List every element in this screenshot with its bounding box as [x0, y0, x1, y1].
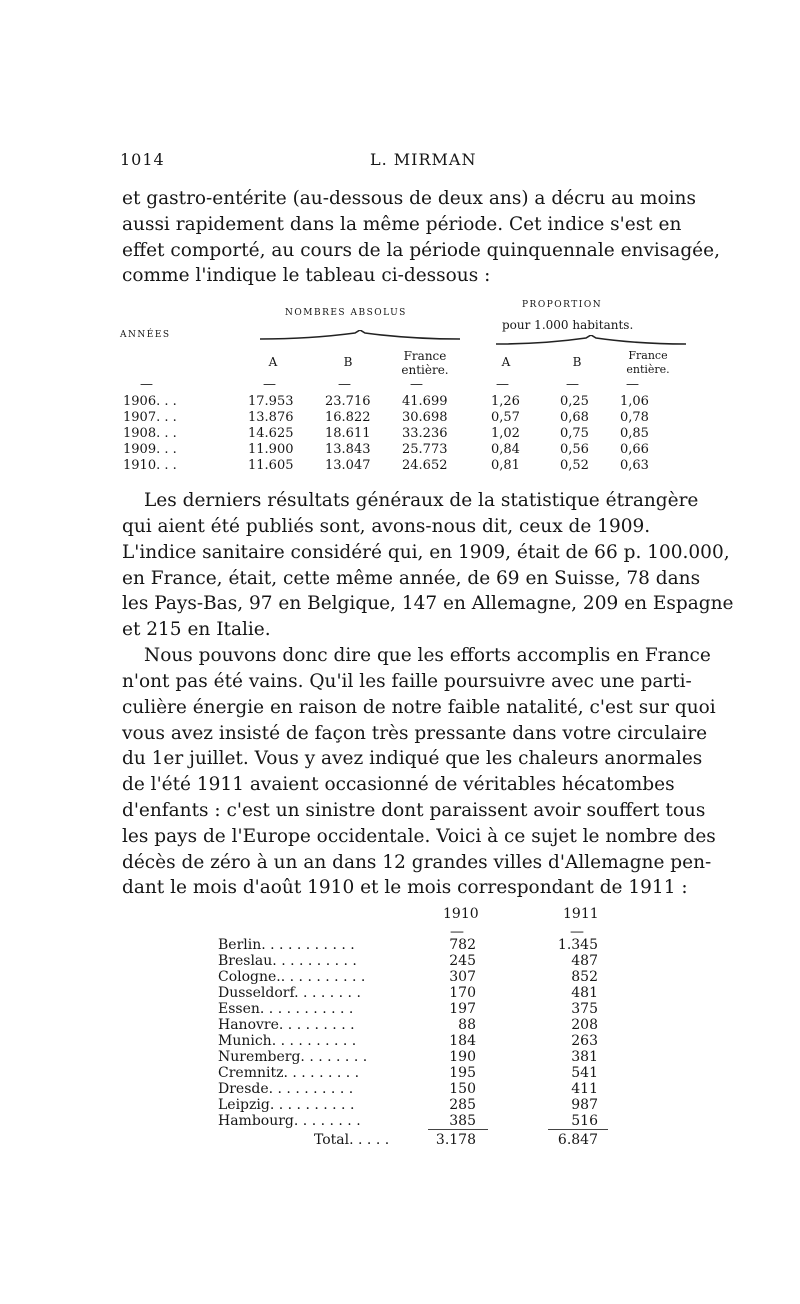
table-row: [218, 953, 618, 969]
value-1910: 150: [449, 1081, 476, 1097]
dash: —: [570, 924, 584, 940]
pa-cell: 1,26: [491, 394, 520, 409]
value-1911: 381: [571, 1049, 598, 1065]
value-1910: 88: [458, 1017, 476, 1033]
city-cell: Breslau. . . . . . . . . .: [218, 953, 357, 969]
value-1911: 481: [571, 985, 598, 1001]
value-1911: 375: [571, 1001, 598, 1017]
text-line: les pays de l'Europe occidentale. Voici à ce sujet le nombre des: [122, 825, 716, 847]
city-cell: Dusseldorf. . . . . . . .: [218, 985, 361, 1001]
pf-cell: 0,63: [620, 458, 649, 473]
text-line: dant le mois d'août 1910 et le mois correspondant de 1911 :: [122, 877, 688, 899]
col-a2-header: A: [501, 355, 511, 369]
value-1911: 1.345: [557, 937, 598, 953]
dash: —: [338, 377, 351, 392]
table-row: [120, 458, 686, 474]
france-cell: 24.652: [402, 458, 448, 473]
b-cell: 13.843: [325, 442, 371, 457]
france-cell: 41.699: [402, 394, 448, 409]
total-1910: 3.178: [435, 1132, 476, 1148]
page-header: [120, 150, 680, 174]
years-caption: ANNÉES: [120, 330, 171, 340]
dash: —: [140, 377, 153, 392]
paragraph-3: [122, 643, 711, 669]
value-1911: 487: [571, 953, 598, 969]
text-line: culière énergie en raison de notre faible natalité, c'est sur quoi: [122, 696, 716, 718]
dash: —: [566, 377, 579, 392]
city-cell: Hambourg. . . . . . . .: [218, 1113, 361, 1129]
pb-cell: 0,75: [560, 426, 589, 441]
table-row: [218, 1033, 618, 1049]
year-cell: 1908. . .: [123, 426, 177, 441]
pf-cell: 0,78: [620, 410, 649, 425]
text-line: de l'été 1911 avaient occasionné de véritables hécatombes: [122, 774, 675, 796]
sum-rule-1910: [428, 1129, 488, 1130]
dash: —: [496, 377, 509, 392]
table-row: [218, 1017, 618, 1033]
text-line: et 215 en Italie.: [122, 619, 271, 641]
city-cell: Leipzig. . . . . . . . . .: [218, 1097, 355, 1113]
pf-cell: 0,85: [620, 426, 649, 441]
value-1911: 208: [571, 1017, 598, 1033]
value-1910: 170: [449, 985, 476, 1001]
dash: —: [450, 924, 464, 940]
value-1911: 987: [571, 1097, 598, 1113]
pb-cell: 0,56: [560, 442, 589, 457]
page-number: 1014: [120, 150, 165, 169]
city-cell: Essen. . . . . . . . . . .: [218, 1001, 354, 1017]
paragraph-3-body: [122, 669, 716, 901]
pf-cell: 1,06: [620, 394, 649, 409]
year-cell: 1906. . .: [123, 394, 177, 409]
text-line: effet comporté, au cours de la période quinquennale envisagée,: [122, 239, 720, 261]
table-row: [218, 1097, 618, 1113]
sum-rule-1911: [548, 1129, 608, 1130]
text-line: du 1er juillet. Vous y avez indiqué que les chaleurs anormales: [122, 748, 703, 770]
pf-cell: 0,66: [620, 442, 649, 457]
col-france2-line: entière.: [626, 363, 670, 376]
total-1911: 6.847: [557, 1132, 598, 1148]
dash: —: [263, 377, 276, 392]
dash: —: [410, 377, 423, 392]
table-row: [218, 1001, 618, 1017]
year-cell: 1909. . .: [123, 442, 177, 457]
value-1911: 263: [571, 1033, 598, 1049]
pa-cell: 1,02: [491, 426, 520, 441]
col-a-header: A: [268, 355, 278, 369]
b-cell: 23.716: [325, 394, 371, 409]
col-france-line: entière.: [401, 363, 449, 377]
value-1910: 195: [449, 1065, 476, 1081]
france-cell: 30.698: [402, 410, 448, 425]
col-france2-line: France: [628, 349, 668, 362]
value-1910: 285: [449, 1097, 476, 1113]
value-1911: 411: [571, 1081, 598, 1097]
dash: —: [626, 377, 639, 392]
text-line: vous avez insisté de façon très pressante dans votre circulaire: [122, 722, 708, 744]
table-row: [218, 1049, 618, 1065]
col-1910-header: 1910: [443, 906, 479, 922]
value-1910: 245: [449, 953, 476, 969]
text-line: et gastro-entérite (au-dessous de deux ans) a décru au moins: [122, 188, 696, 209]
text-line: décès de zéro à un an dans 12 grandes villes d'Allemagne pen-: [122, 851, 712, 873]
value-1910: 782: [449, 937, 476, 953]
total-label: Total. . . . .: [314, 1132, 390, 1148]
value-1910: 307: [449, 969, 476, 985]
table-row: [218, 1081, 618, 1097]
value-1911: 541: [571, 1065, 598, 1081]
a-cell: 17.953: [248, 394, 294, 409]
text-line: aussi rapidement dans la même période. Cet indice s'est en: [122, 213, 682, 235]
text-line: Les derniers résultats généraux de la statistique étrangère: [144, 490, 699, 511]
a-cell: 14.625: [248, 426, 294, 441]
text-line: d'enfants : c'est un sinistre dont paraissent avoir souffert tous: [122, 799, 706, 821]
value-1910: 197: [449, 1001, 476, 1017]
city-cell: Munich. . . . . . . . . .: [218, 1033, 357, 1049]
france-cell: 33.236: [402, 426, 448, 441]
year-cell: 1907. . .: [123, 410, 177, 425]
mortality-table: [120, 300, 686, 490]
table-row: [218, 1113, 618, 1129]
city-cell: Cologne.. . . . . . . . . .: [218, 969, 366, 985]
text-line: Nous pouvons donc dire que les efforts accomplis en France: [144, 645, 711, 666]
text-line: comme l'indique le tableau ci-dessous :: [122, 265, 491, 287]
text-line: L'indice sanitaire considéré qui, en 1909, était de 66 p. 100.000,: [122, 541, 730, 563]
text-line: les Pays-Bas, 97 en Belgique, 147 en Allemagne, 209 en Espagne: [122, 593, 734, 615]
table-row: [120, 426, 686, 442]
col-b2-header: B: [572, 355, 582, 369]
value-1911: 852: [571, 969, 598, 985]
a-cell: 11.605: [248, 458, 294, 473]
absolute-numbers-caption: NOMBRES ABSOLUS: [285, 308, 407, 318]
text-line: en France, était, cette même année, de 69 en Suisse, 78 dans: [122, 567, 701, 589]
city-cell: Dresde. . . . . . . . . .: [218, 1081, 354, 1097]
city-cell: Hanovre. . . . . . . . .: [218, 1017, 355, 1033]
city-cell: Cremnitz. . . . . . . . .: [218, 1065, 360, 1081]
table-row: [120, 442, 686, 458]
france-cell: 25.773: [402, 442, 448, 457]
paragraph-2-body: [122, 514, 734, 643]
col-b-header: B: [343, 355, 353, 369]
table-row: [218, 937, 618, 953]
proportion-caption: PROPORTION: [522, 300, 603, 310]
city-cell: Berlin. . . . . . . . . . .: [218, 937, 355, 953]
value-1911: 516: [571, 1113, 598, 1129]
city-cell: Nuremberg. . . . . . . .: [218, 1049, 368, 1065]
pb-cell: 0,68: [560, 410, 589, 425]
table-row: [218, 1065, 618, 1081]
year-cell: 1910. . .: [123, 458, 177, 473]
b-cell: 16.822: [325, 410, 371, 425]
pa-cell: 0,57: [491, 410, 520, 425]
brace-proportion: [496, 335, 686, 345]
col-france2-header: [618, 349, 678, 377]
pa-cell: 0,81: [491, 458, 520, 473]
pb-cell: 0,52: [560, 458, 589, 473]
table-row: [120, 410, 686, 426]
col-france-line: France: [403, 349, 447, 363]
col-france-header: [395, 349, 455, 377]
col-1911-header: 1911: [563, 906, 599, 922]
proportion-subcaption: pour 1.000 habitants.: [502, 318, 634, 332]
text-line: n'ont pas été vains. Qu'il les faille poursuivre avec une parti-: [122, 671, 692, 692]
city-deaths-table: [218, 900, 618, 1160]
b-cell: 13.047: [325, 458, 371, 473]
pa-cell: 0,84: [491, 442, 520, 457]
paragraph-1: [122, 186, 720, 289]
text-line: qui aient été publiés sont, avons-nous dit, ceux de 1909.: [122, 516, 651, 537]
a-cell: 11.900: [248, 442, 294, 457]
table-row: [120, 394, 686, 410]
table-row: [218, 985, 618, 1001]
brace-absolute: [260, 330, 460, 340]
a-cell: 13.876: [248, 410, 294, 425]
value-1910: 190: [449, 1049, 476, 1065]
table-row: [218, 969, 618, 985]
value-1910: 184: [449, 1033, 476, 1049]
paragraph-2: [122, 488, 699, 514]
b-cell: 18.611: [325, 426, 371, 441]
running-title: L. MIRMAN: [370, 150, 477, 169]
value-1910: 385: [449, 1113, 476, 1129]
pb-cell: 0,25: [560, 394, 589, 409]
